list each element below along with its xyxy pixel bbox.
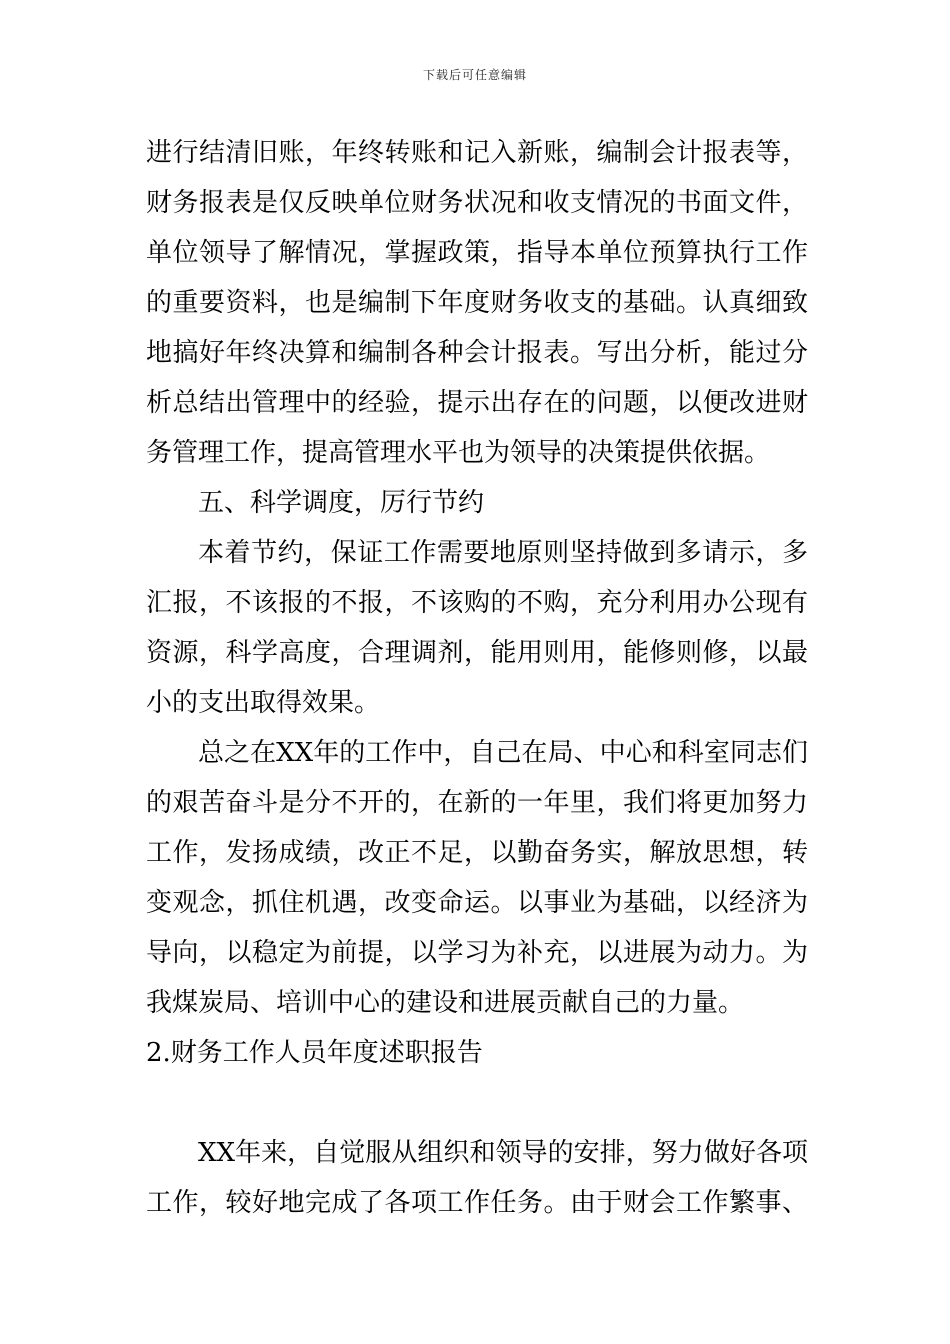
text-line: 务管理工作，提高管理水平也为领导的决策提供依据。	[146, 438, 771, 468]
text-line: 的重要资料，也是编制下年度财务收支的基础。认真细致	[146, 288, 808, 318]
text-line: 总之在XX年的工作中，自己在局、中心和科室同志们	[198, 738, 808, 768]
text-line: 变观念，抓住机遇，改变命运。以事业为基础，以经济为	[146, 888, 808, 918]
section-title: 2.财务工作人员年度述职报告	[146, 1038, 483, 1068]
text-line: 的艰苦奋斗是分不开的，在新的一年里，我们将更加努力	[146, 788, 808, 818]
text-line: XX年来，自觉服从组织和领导的安排，努力做好各项	[198, 1138, 808, 1168]
page-header: 下载后可任意编辑	[422, 68, 527, 82]
text-line: 地搞好年终决算和编制各种会计报表。写出分析，能过分	[146, 338, 808, 368]
text-line: 汇报，不该报的不报，不该购的不购，充分利用办公现有	[146, 588, 808, 618]
text-line: 资源，科学高度，合理调剂，能用则用，能修则修，以最	[146, 638, 808, 668]
text-line: 工作，较好地完成了各项工作任务。由于财会工作繁事、	[146, 1188, 808, 1218]
text-line: 本着节约，保证工作需要地原则坚持做到多请示，多	[198, 538, 808, 568]
text-line: 我煤炭局、培训中心的建设和进展贡献自己的力量。	[146, 988, 745, 1018]
text-line: 工作，发扬成绩，改正不足，以勤奋务实，解放思想，转	[146, 838, 808, 868]
document-body	[146, 128, 808, 1228]
text-line: 小的支出取得效果。	[146, 688, 381, 718]
section-heading: 五、科学调度，厉行节约	[198, 488, 485, 518]
text-line: 财务报表是仅反映单位财务状况和收支情况的书面文件，	[146, 188, 808, 218]
text-line: 单位领导了解情况，掌握政策，指导本单位预算执行工作	[146, 238, 808, 268]
blank-line	[146, 1078, 808, 1128]
text-line: 进行结清旧账，年终转账和记入新账，编制会计报表等，	[146, 138, 808, 168]
text-line: 析总结出管理中的经验，提示出存在的问题，以便改进财	[146, 388, 808, 418]
text-line: 导向，以稳定为前提，以学习为补充，以进展为动力。为	[146, 938, 808, 968]
